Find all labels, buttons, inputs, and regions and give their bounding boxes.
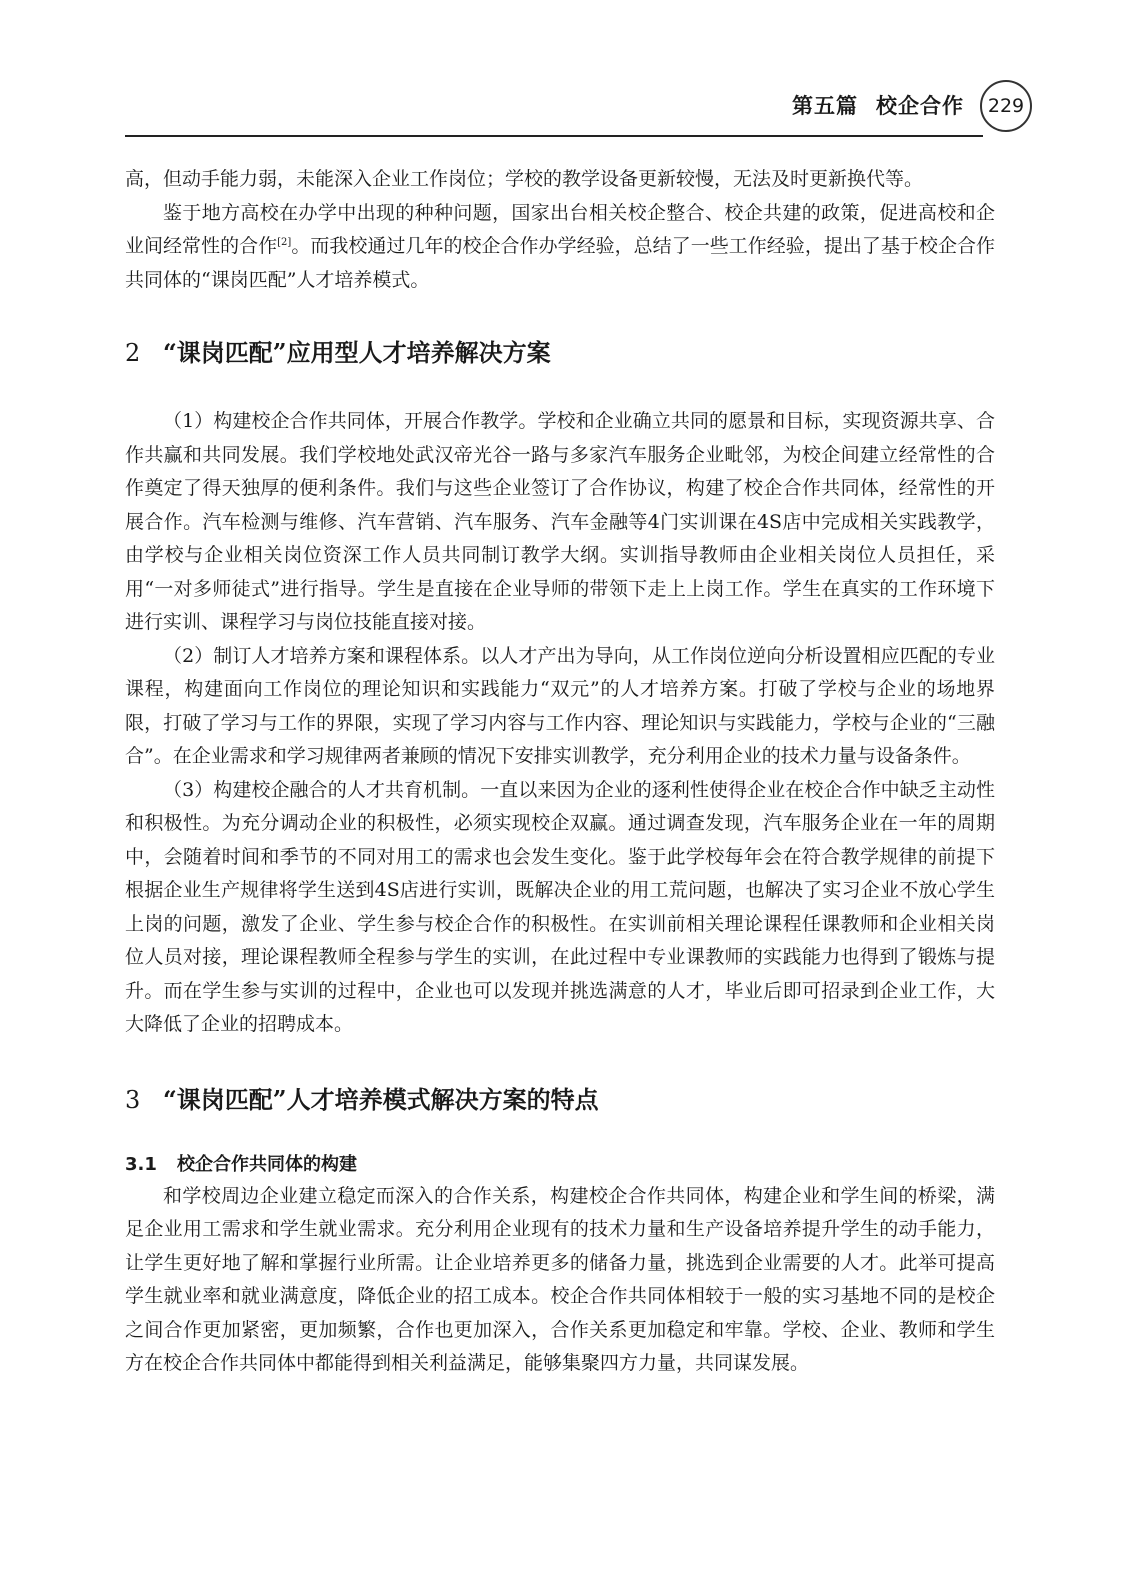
page-number: 229 (980, 80, 1032, 132)
section-2-title: “课岗匹配”应用型人才培养解决方案 (163, 338, 551, 367)
subsection-3-1-number: 3.1 (125, 1153, 157, 1175)
header-section: 校企合作 (876, 94, 964, 118)
section-2-number: 2 (125, 339, 141, 367)
intro-p2-text-b: 。而我校通过几年的校企合作办学经验，总结了一些工作经验，提出了基于校企合作共同体的“课岗匹配”人才培养模式。 (125, 235, 995, 291)
section-2-heading (125, 333, 995, 373)
intro-p2-text-a: 鉴于地方高校在办学中出现的种种问题，国家出台相关校企整合、校企共建的政策，促进高校和企业间经常性的合作 (125, 201, 995, 257)
subsection-3-1-heading (125, 1150, 995, 1180)
header-rule (125, 135, 983, 137)
citation-ref[interactable]: [2] (277, 237, 292, 248)
page-content (125, 163, 995, 1381)
header-part: 第五篇 (792, 94, 858, 118)
section-3-heading (125, 1080, 995, 1120)
subsection-3-1-paragraph-1: 和学校周边企业建立稳定而深入的合作关系，构建校企合作共同体，构建企业和学生间的桥梁，满足企业用工需求和学生就业需求。充分利用企业现有的技术力量和生产设备培养提升学生的动手能力，让学生更好地了解和掌握行业所需。让企业培养更多的储备力量，挑选到企业需要的人才。此举可提高学生就业率和就业满意度，降低企业的招工成本。校企合作共同体相较于一般的实习基地不同的是校企之间合作更加紧密，更加频繁，合作也更加深入，合作关系更加稳定和牢靠。学校、企业、教师和学生方在校企合作共同体中都能得到相关利益满足，能够集聚四方力量，共同谋发展。 (125, 1184, 995, 1374)
subsection-3-1-title: 校企合作共同体的构建 (177, 1153, 357, 1175)
intro-paragraph-2 (125, 197, 995, 298)
page-header (0, 80, 1124, 140)
section-2-paragraph-1: （1）构建校企合作共同体，开展合作教学。学校和企业确立共同的愿景和目标，实现资源共享、合作共赢和共同发展。我们学校地处武汉帝光谷一路与多家汽车服务企业毗邻，为校企间建立经常性的合作奠定了得天独厚的便利条件。我们与这些企业签订了合作协议，构建了校企合作共同体，经常性的开展合作。汽车检测与维修、汽车营销、汽车服务、汽车金融等4门实训课在4S店中完成相关实践教学，由学校与企业相关岗位资深工作人员共同制订教学大纲。实训指导教师由企业相关岗位人员担任，采用“一对多师徒式”进行指导。学生是直接在企业导师的带领下走上上岗工作。学生在真实的工作环境下进行实训、课程学习与岗位技能直接对接。 (125, 410, 995, 633)
section-2-paragraph-3: （3）构建校企融合的人才共育机制。一直以来因为企业的逐利性使得企业在校企合作中缺乏主动性和积极性。为充分调动企业的积极性，必须实现校企双赢。通过调查发现，汽车服务企业在一年的周期中，会随着时间和季节的不同对用工的需求也会发生变化。鉴于此学校每年会在符合教学规律的前提下根据企业生产规律将学生送到4S店进行实训，既解决企业的用工荒问题，也解决了实习企业不放心学生上岗的问题，激发了企业、学生参与校企合作的积极性。在实训前相关理论课程任课教师和企业相关岗位人员对接，理论课程教师全程参与学生的实训，在此过程中专业课教师的实践能力也得到了锻炼与提升。而在学生参与实训的过程中，企业也可以发现并挑选满意的人才，毕业后即可招录到企业工作，大大降低了企业的招聘成本。 (125, 778, 995, 1035)
section-3-title: “课岗匹配”人才培养模式解决方案的特点 (163, 1084, 599, 1114)
intro-paragraph-1: 高，但动手能力弱，未能深入企业工作岗位；学校的教学设备更新较慢，无法及时更新换代等。 (125, 168, 924, 190)
section-3-number: 3 (125, 1085, 141, 1114)
running-header (792, 90, 964, 120)
section-2-paragraph-2: （2）制订人才培养方案和课程体系。以人才产出为导向，从工作岗位逆向分析设置相应匹配的专业课程，构建面向工作岗位的理论知识和实践能力“双元”的人才培养方案。打破了学校与企业的场地界限，打破了学习与工作的界限，实现了学习内容与工作内容、理论知识与实践能力，学校与企业的“三融合”。在企业需求和学习规律两者兼顾的情况下安排实训教学，充分利用企业的技术力量与设备条件。 (125, 644, 995, 767)
